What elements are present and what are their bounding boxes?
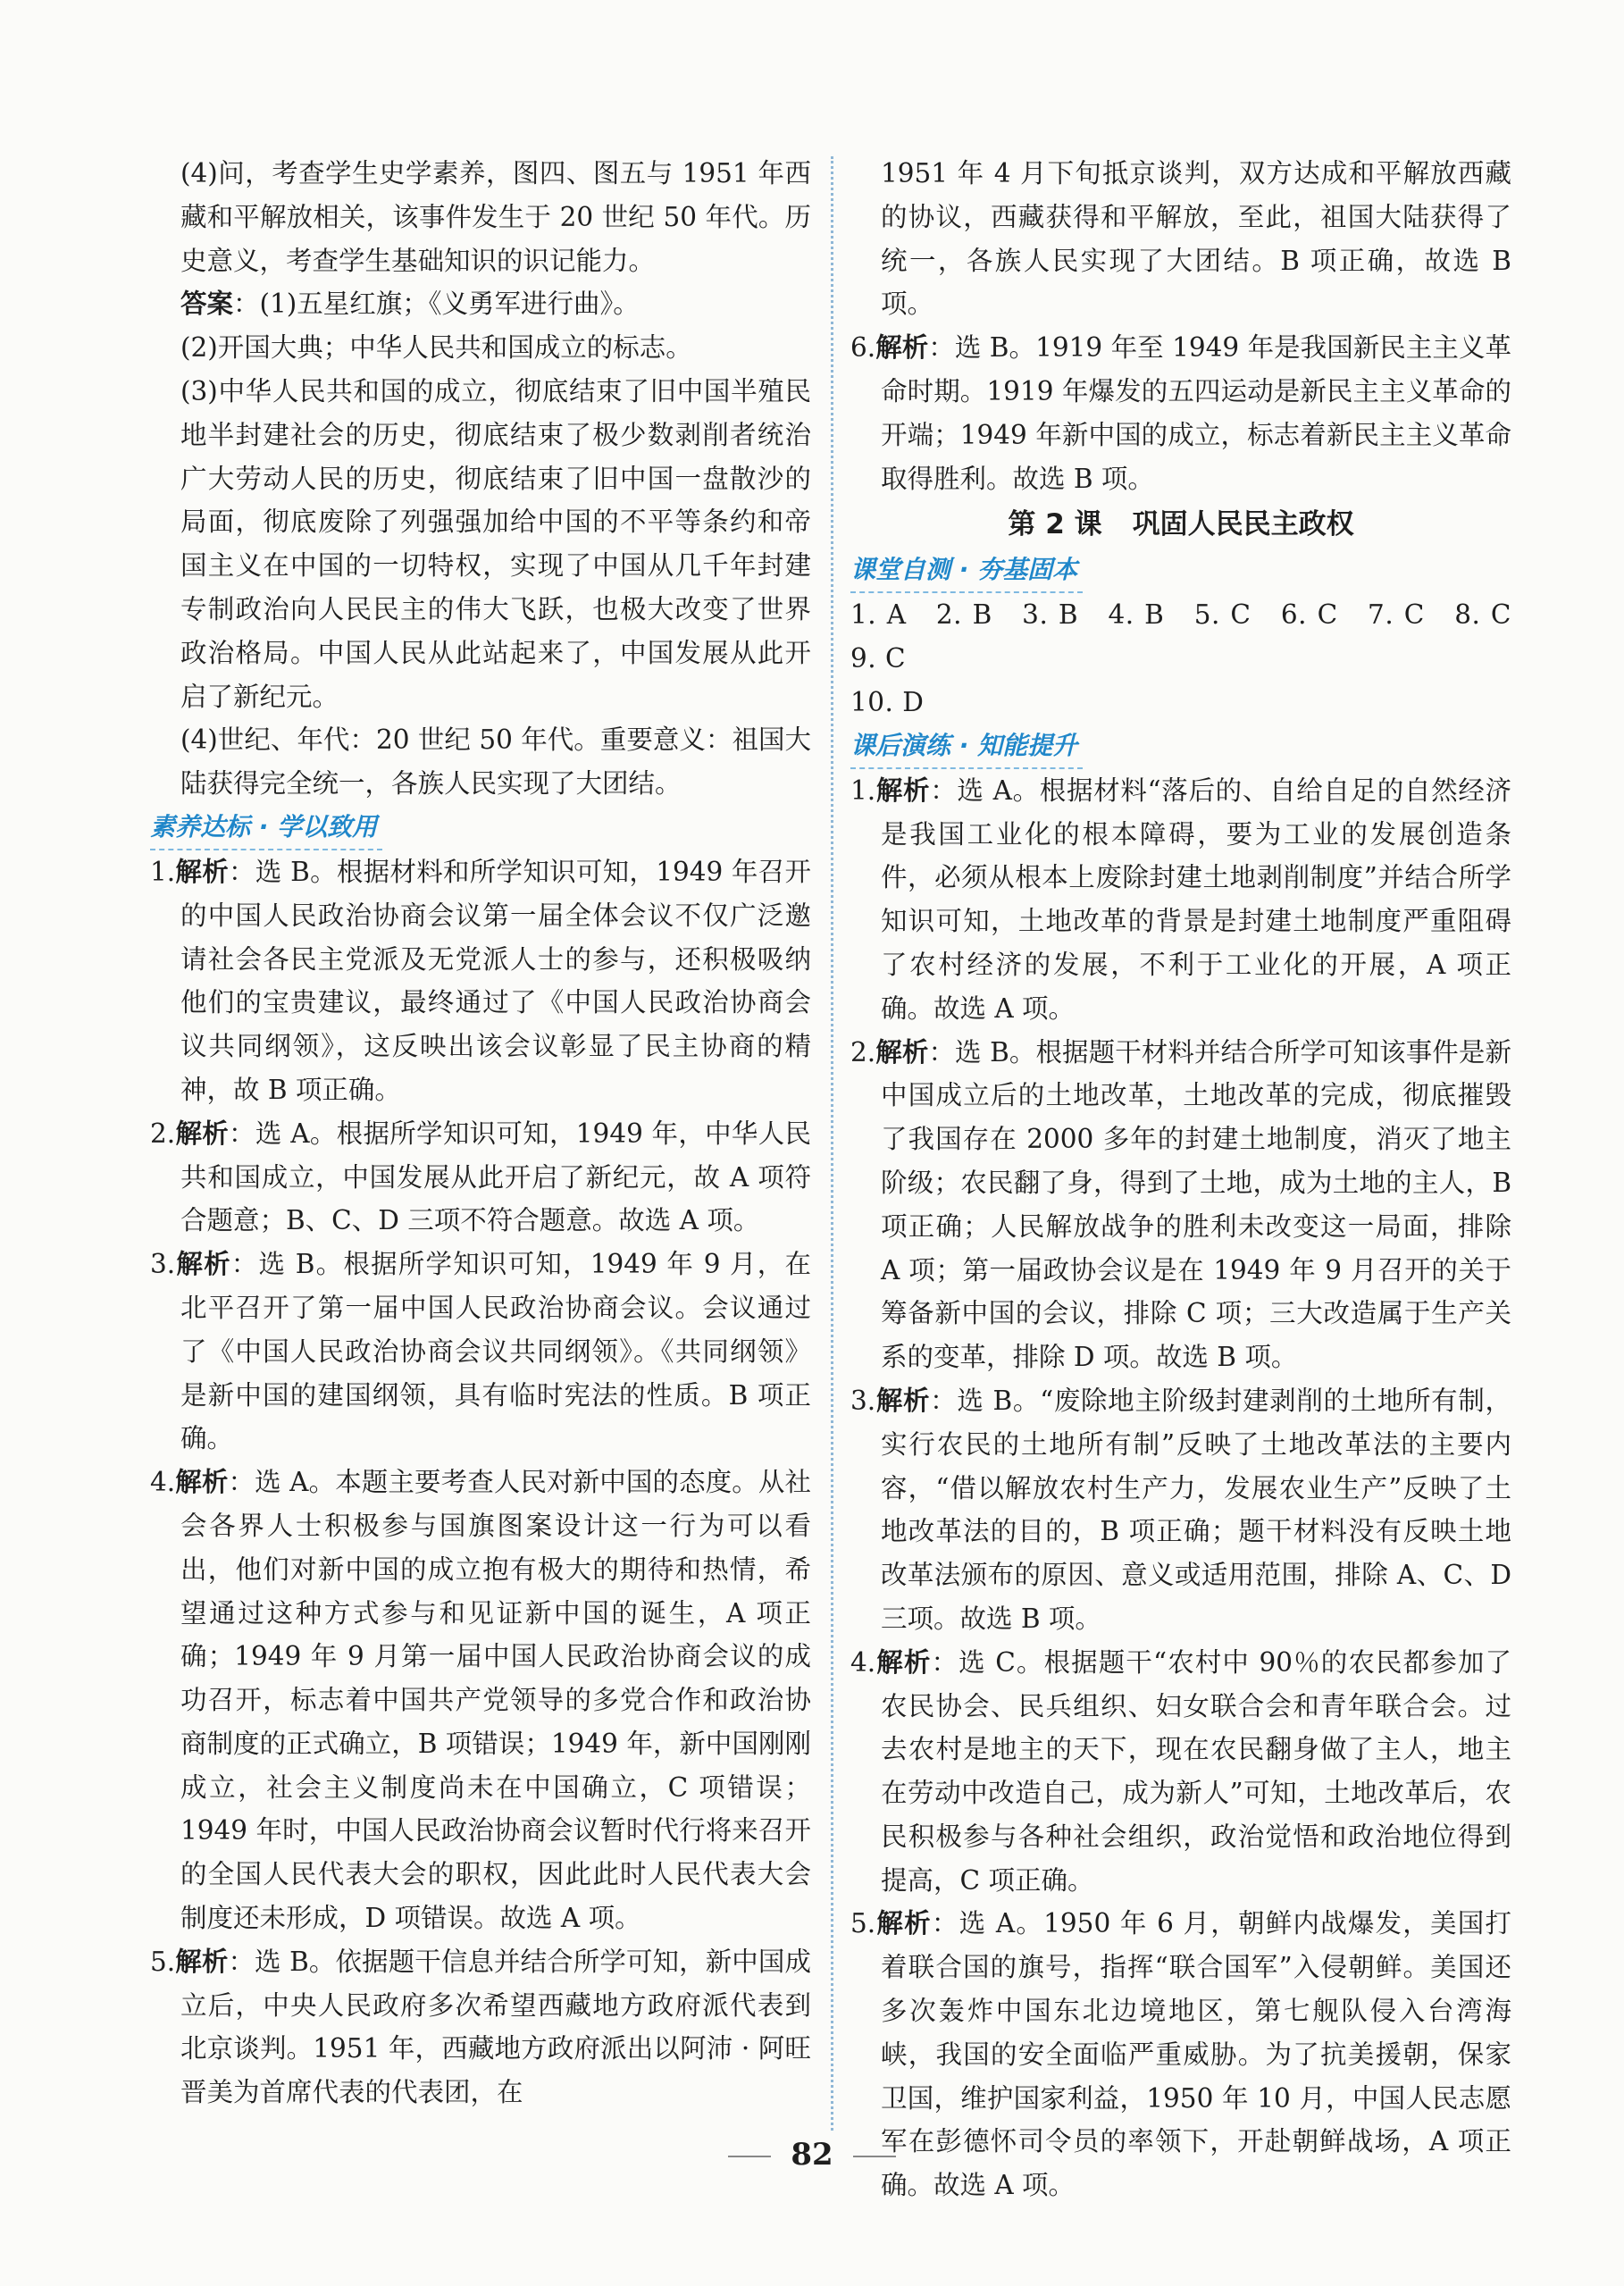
- page-number-text: 82: [791, 2137, 833, 2173]
- list-item: [150, 1112, 811, 1243]
- item-text: ：选 B。根据题干材料并结合所学可知该事件是新中国成立后的土地改革，土地改革的完成，彻底摧毁了我国存在 2000 多年的封建土地制度，消灭了地主阶级；农民翻了身，得到了土地，成为土地的主人，B 项正确；人民解放战争的胜利未改变这一局面，排除 A 项；第一届政协会议是在 1949 年 9 月召开的关于筹备新中国的会议，排除 C 项；三大改造属于生产关系的变革，排除 D 项。故选 B 项。: [881, 1036, 1511, 1373]
- answer-1: [150, 282, 811, 326]
- column-divider: [831, 156, 833, 2131]
- section-heading-suyang: [150, 806, 811, 850]
- page-number: [0, 2137, 1624, 2173]
- answer-1-text: ：(1)五星红旗；《义勇军进行曲》。: [233, 289, 640, 320]
- answer-label: 答案: [180, 289, 234, 320]
- item-number: 1.: [850, 775, 876, 806]
- lesson-name: 巩固人民民主政权: [1132, 508, 1354, 541]
- item-label: 解析: [175, 1946, 229, 1977]
- item-label: 解析: [175, 1249, 231, 1280]
- answer-2: (2)开国大典；中华人民共和国成立的标志。: [180, 332, 692, 364]
- list-item: [850, 1641, 1511, 1903]
- item-text: ：选 A。根据材料“落后的、自给自足的自然经济是我国工业化的根本障碍，要为工业的发展创造条件，必须从根本上废除封建土地剥削制度”并结合所学知识可知，土地改革的背景是封建土地制度严重阻碍了农村经济的发展，不利于工业化的开展，A 项正确。故选 A 项。: [881, 775, 1511, 1024]
- paragraph-analysis-4: (4)问，考查学生史学素养，图四、图五与 1951 年西藏和平解放相关，该事件发生于 20 世纪 50 年代。历史意义，考查学生基础知识的识记能力。: [180, 158, 811, 276]
- list-item: [850, 326, 1511, 500]
- section-heading-text: 课堂自测 · 夯基固本: [850, 548, 1083, 593]
- answer-4: (4)世纪、年代：20 世纪 50 年代。重要意义：祖国大陆获得完全统一，各族人民实现了大团结。: [180, 724, 811, 800]
- lesson-number: 第 2 课: [1008, 508, 1102, 541]
- item-number: 2.: [850, 1036, 876, 1068]
- item-number: 4.: [850, 1646, 876, 1678]
- item-number: 1.: [150, 856, 176, 887]
- item-text: ：选 A。本题主要考查人民对新中国的态度。从社会各界人士积极参与国旗图案设计这一行为可以看出，他们对新中国的成立抱有极大的期待和热情，希望通过这种方式参与和见证新中国的诞生，A 项正确；1949 年 9 月第一届中国人民政治协商会议的成功召开，标志着中国共产党领导的多党合作和政治协商制度的正式确立，B 项错误；1949 年，新中国刚刚成立，社会主义制度尚未在中国确立，C 项错误；1949 年时，中国人民政治协商会议暂时代行将来召开的全国人民代表大会的职权，因此此时人民代表大会制度还未形成，D 项错误。故选 A 项。: [180, 1467, 811, 1934]
- right-column: [850, 152, 1539, 2207]
- list-item: [850, 1379, 1511, 1641]
- item-text: ：选 A。根据所学知识可知，1949 年，中华人民共和国成立，中国发展从此开启了新纪元，故 A 项符合题意；B、C、D 三项不符合题意。故选 A 项。: [180, 1118, 811, 1236]
- item-text: ：选 A。1950 年 6 月，朝鲜内战爆发，美国打着联合国的旗号，指挥“联合国军”入侵朝鲜。美国还多次轰炸中国东北边境地区，第七舰队侵入台湾海峡，我国的安全面临严重威胁。为了抗美援朝，保家卫国，维护国家利益，1950 年 10 月，中国人民志愿军在彭德怀司令员的率领下，开赴朝鲜战场，A 项正确。故选 A 项。: [881, 1908, 1511, 2201]
- item-number: 2.: [150, 1118, 176, 1149]
- lesson-title: [850, 500, 1511, 548]
- item-label: 解析: [875, 1646, 932, 1678]
- list-item: [150, 1461, 811, 1940]
- item-number: 5.: [150, 1946, 176, 1977]
- item-label: 解析: [875, 775, 931, 806]
- item-text: ：选 B。1919 年至 1949 年是我国新民主主义革命时期。1919 年爆发的五四运动是新民主主义革命的开端；1949 年新中国的成立，标志着新民主主义革命取得胜利。故选 B 项。: [881, 332, 1511, 494]
- item-number: 6.: [850, 332, 876, 364]
- list-item: [150, 850, 811, 1112]
- item-text: ：选 C。根据题干“农村中 90％的农民都参加了农民协会、民兵组织、妇女联合会和青年联合会。过去农村是地主的天下，现在农民翻身做了主人，地主在劳动中改造自己，成为新人”可知，土地改革后，农民积极参与各种社会组织，政治觉悟和政治地位得到提高，C 项正确。: [881, 1646, 1511, 1896]
- list-item: [850, 769, 1511, 1031]
- item-5-continued: 1951 年 4 月下旬抵京谈判，双方达成和平解放西藏的协议，西藏获得和平解放，至此，祖国大陆获得了统一，各族人民实现了大团结。B 项正确，故选 B 项。: [881, 158, 1511, 320]
- left-column: [150, 152, 811, 2114]
- list-item: [150, 1940, 811, 2114]
- answer-3: (3)中华人民共和国的成立，彻底结束了旧中国半殖民地半封建社会的历史，彻底结束了极少数剥削者统治广大劳动人民的历史，彻底结束了旧中国一盘散沙的局面，彻底废除了列强强加给中国的不平等条约和帝国主义在中国的一切特权，实现了中国从几千年封建专制政治向人民民主的伟大飞跃，也极大改变了世界政治格局。中国人民从此站起来了，中国发展从此开启了新纪元。: [180, 375, 811, 712]
- section-heading-text: 课后演练 · 知能提升: [850, 724, 1083, 769]
- item-number: 4.: [150, 1467, 176, 1498]
- item-label: 解析: [875, 1385, 931, 1416]
- item-label: 解析: [175, 856, 229, 887]
- item-number: 5.: [850, 1908, 876, 1939]
- section-heading-ketang: [850, 548, 1511, 593]
- list-item: [150, 1243, 811, 1461]
- section-heading-kehou: [850, 724, 1511, 769]
- item-label: 解析: [175, 1467, 229, 1498]
- item-label: 解析: [875, 332, 929, 364]
- item-text: ：选 B。依据题干信息并结合所学可知，新中国成立后，中央人民政府多次希望西藏地方政府派代表到北京谈判。1951 年，西藏地方政府派出以阿沛 · 阿旺晋美为首席代表的代表团，在: [180, 1946, 811, 2108]
- item-number: 3.: [150, 1249, 176, 1280]
- section-heading-text: 素养达标 · 学以致用: [150, 806, 382, 850]
- item-text: ：选 B。根据材料和所学知识可知，1949 年召开的中国人民政治协商会议第一届全体会议不仅广泛邀请社会各民主党派及无党派人士的参与，还积极吸纳他们的宝贵建议，最终通过了《中国人民政治协商会议共同纲领》，这反映出该会议彰显了民主协商的精神，故 B 项正确。: [180, 856, 811, 1105]
- item-label: 解析: [875, 1908, 932, 1939]
- answer-key-line-1: 1. A 2. B 3. B 4. B 5. C 6. C 7. C 8. C 9. C: [850, 599, 1539, 674]
- list-item: [850, 1031, 1511, 1379]
- answer-key-line-2: 10. D: [850, 686, 925, 717]
- item-label: 解析: [875, 1036, 929, 1068]
- item-label: 解析: [175, 1118, 230, 1149]
- item-text: ：选 B。“废除地主阶级封建剥削的土地所有制，实行农民的土地所有制”反映了土地改革法的主要内容，“借以解放农村生产力，发展农业生产”反映了土地改革法的目的，B 项正确；题干材料没有反映土地改革法颁布的原因、意义或适用范围，排除 A、C、D 三项。故选 B 项。: [881, 1385, 1511, 1634]
- item-number: 3.: [850, 1385, 876, 1416]
- item-text: ：选 B。根据所学知识可知，1949 年 9 月，在北平召开了第一届中国人民政治协商会议。会议通过了《中国人民政治协商会议共同纲领》。《共同纲领》是新中国的建国纲领，具有临时宪法的性质。B 项正确。: [180, 1249, 811, 1454]
